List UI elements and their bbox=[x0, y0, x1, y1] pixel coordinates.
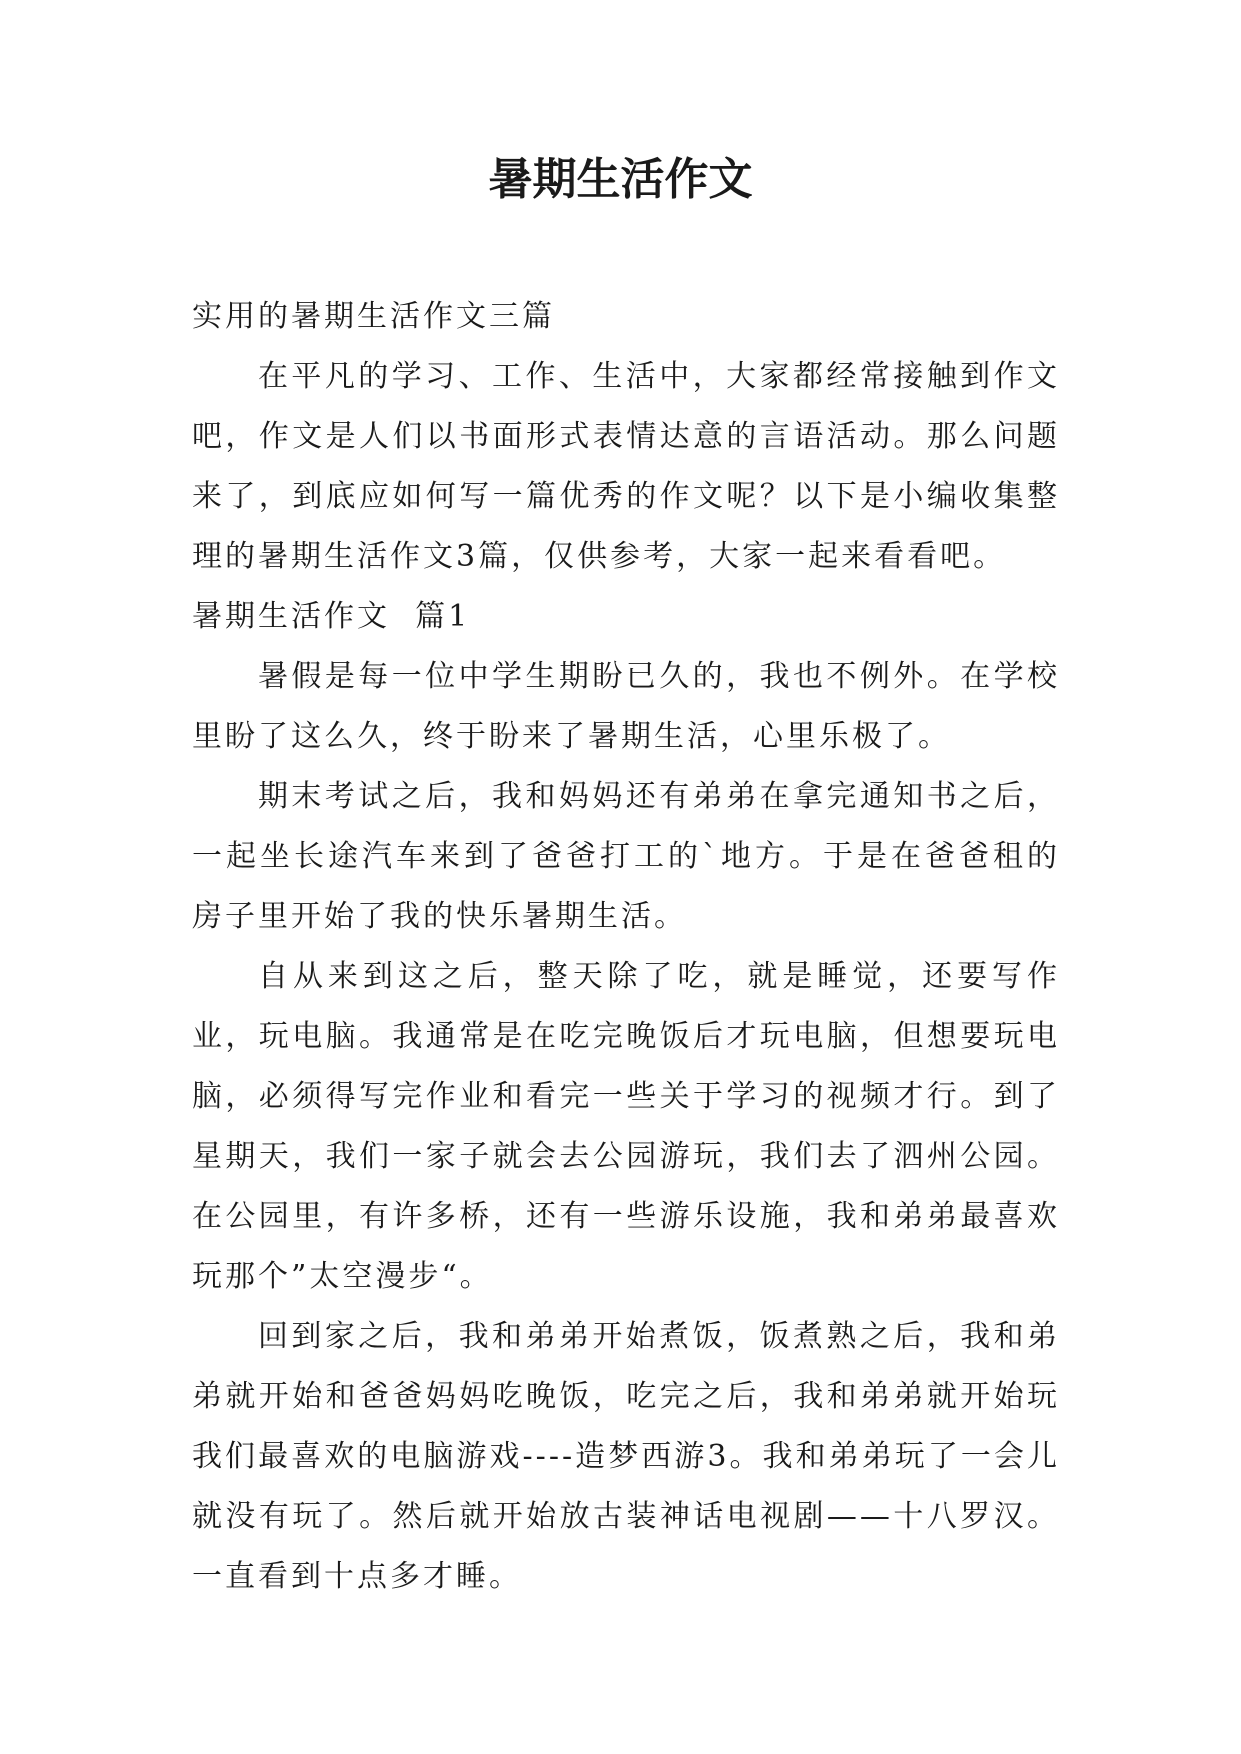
document-body bbox=[192, 287, 1060, 1607]
body-paragraph: 回到家之后，我和弟弟开始煮饭，饭煮熟之后，我和弟弟就开始和爸爸妈妈吃晚饭，吃完之后，我和弟弟就开始玩我们最喜欢的电脑游戏----造梦西游3。我和弟弟玩了一会儿就没有玩了。然后就开始放古装神话电视剧——十八罗汉。一直看到十点多才睡。 bbox=[192, 1319, 1060, 1594]
document-title: 暑期生活作文 bbox=[488, 154, 753, 205]
body-paragraph: 自从来到这之后，整天除了吃，就是睡觉，还要写作业，玩电脑。我通常是在吃完晚饭后才玩电脑，但想要玩电脑，必须得写完作业和看完一些关于学习的视频才行。到了星期天，我们一家子就会去公园游玩，我们去了泗州公园。在公园里，有许多桥，还有一些游乐设施，我和弟弟最喜欢玩那个”太空漫步“。 bbox=[192, 959, 1060, 1294]
subtitle: 实用的暑期生活作文三篇 bbox=[192, 299, 555, 334]
intro-paragraph: 在平凡的学习、工作、生活中，大家都经常接触到作文吧，作文是人们以书面形式表情达意的言语活动。那么问题来了，到底应如何写一篇优秀的作文呢？以下是小编收集整理的暑期生活作文3篇，仅供参考，大家一起来看看吧。 bbox=[192, 359, 1060, 574]
body-paragraph: 期末考试之后，我和妈妈还有弟弟在拿完通知书之后，一起坐长途汽车来到了爸爸打工的`地方。于是在爸爸租的房子里开始了我的快乐暑期生活。 bbox=[192, 779, 1060, 934]
body-paragraph: 暑假是每一位中学生期盼已久的，我也不例外。在学校里盼了这么久，终于盼来了暑期生活，心里乐极了。 bbox=[192, 659, 1060, 754]
section-heading: 暑期生活作文 篇1 bbox=[192, 599, 471, 634]
